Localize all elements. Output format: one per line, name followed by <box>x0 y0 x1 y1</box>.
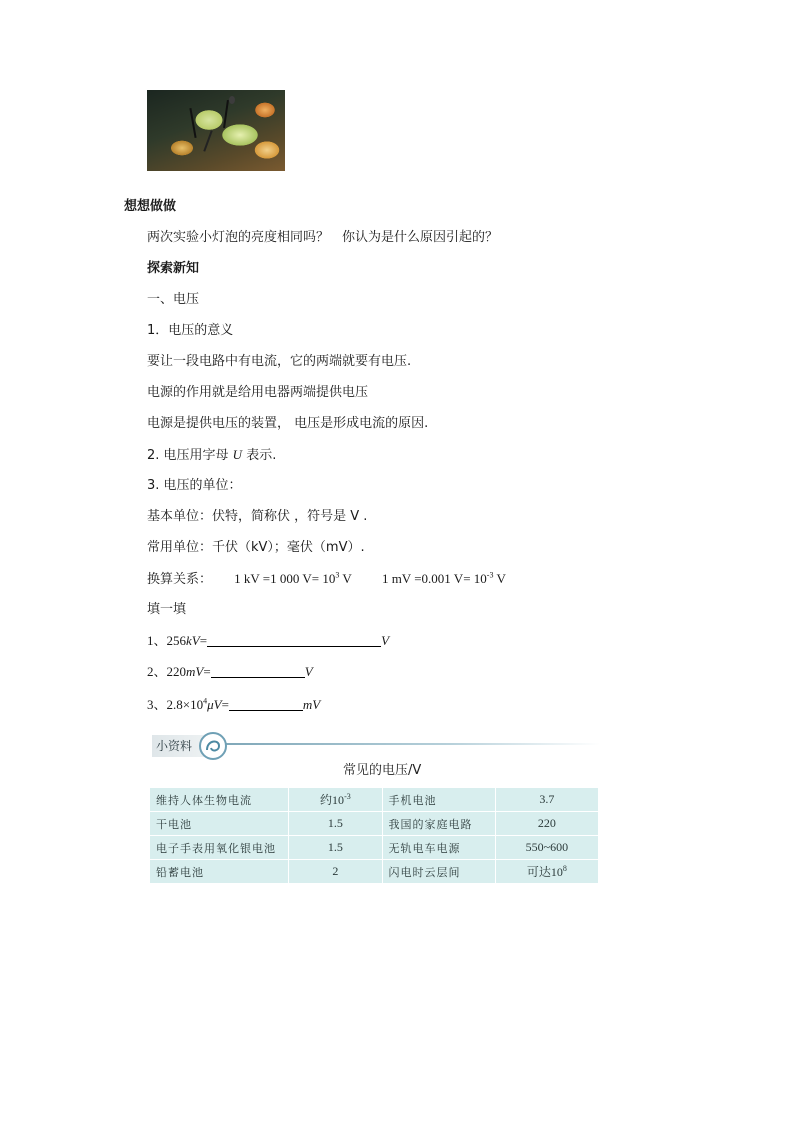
fruit-battery-photo <box>147 90 285 171</box>
conv2-post: V <box>493 571 506 586</box>
info-tag: 小资料 <box>152 735 210 757</box>
cell-voltage <box>495 812 598 836</box>
section-voltage: 一、电压 <box>147 292 200 307</box>
ex2-unit: mV <box>186 664 204 679</box>
ex1-unit: kV <box>186 633 200 648</box>
fill-heading: 填一填 <box>147 602 187 617</box>
cell-voltage <box>495 836 598 860</box>
question-text: 两次实验小灯泡的亮度相同吗？ 你认为是什么原因引起的？ <box>147 230 499 245</box>
cell-item-name: 无轨电车电源 <box>382 836 495 860</box>
cell-item-name: 维持人体生物电流 <box>150 788 289 812</box>
cell-item-name: 干电池 <box>150 812 289 836</box>
ex2-answer-blank[interactable] <box>211 665 305 678</box>
item-units: 3. 电压的单位： <box>147 478 242 493</box>
wire-decor <box>223 100 229 128</box>
item2-prefix: 2. 电压用字母 <box>147 448 233 463</box>
cell-item-name: 闪电时云层间 <box>382 860 495 884</box>
cell-voltage <box>289 812 382 836</box>
common-unit-line: 常用单位：千伏（kV）；毫伏（mV）. <box>147 540 365 555</box>
table-title: 常见的电压/V <box>343 763 422 778</box>
think-heading: 想想做做 <box>124 199 177 214</box>
voltage-table <box>149 787 599 884</box>
conv1-pre: 1 kV =1 000 V= 10 <box>234 571 336 586</box>
exercise-1 <box>147 633 389 649</box>
cell-voltage <box>289 788 382 812</box>
line-source-device: 电源是提供电压的装置， 电压是形成电流的原因. <box>147 416 429 431</box>
cell-voltage <box>495 788 598 812</box>
table-row <box>150 860 599 884</box>
conversion-line <box>147 571 506 588</box>
info-banner-line <box>222 743 600 745</box>
conv1-post: V <box>339 571 352 586</box>
ex3-answer-unit: mV <box>302 697 321 712</box>
voltage-value: 550~600 <box>525 840 569 854</box>
table-row <box>150 788 599 812</box>
voltage-value: 可达10 <box>526 865 563 879</box>
table-row <box>150 836 599 860</box>
conv-mv <box>382 571 506 586</box>
conv-kv <box>234 571 352 586</box>
ex2-eq: = <box>203 664 211 679</box>
voltage-exponent: 8 <box>562 864 567 873</box>
bulb-decor <box>229 96 235 104</box>
explore-heading: 探索新知 <box>147 261 200 276</box>
item2-suffix: 表示. <box>242 448 277 463</box>
line-source-role: 电源的作用就是给用电器两端提供电压 <box>147 385 369 400</box>
ex1-answer-unit: V <box>381 633 390 648</box>
ex3-exp: 4 <box>203 696 208 706</box>
cell-voltage <box>495 860 598 884</box>
voltage-value: 2 <box>332 864 339 878</box>
voltage-value: 220 <box>537 816 556 830</box>
voltage-value: 1.5 <box>327 816 343 830</box>
conv2-pre: 1 mV =0.001 V= 10 <box>381 571 487 586</box>
info-swirl-icon <box>198 731 228 761</box>
wire-decor <box>203 130 212 151</box>
ex3-eq: = <box>221 697 229 712</box>
voltage-value: 约10 <box>320 793 345 807</box>
cell-voltage <box>289 836 382 860</box>
cell-item-name: 我国的家庭电路 <box>382 812 495 836</box>
table-row <box>150 812 599 836</box>
base-unit-line: 基本单位：伏特，简称伏 ，符号是 V . <box>147 509 368 524</box>
ex3-pre: 3、2.8×10 <box>147 697 204 712</box>
cell-item-name: 手机电池 <box>382 788 495 812</box>
conv1-exp: 3 <box>335 570 340 580</box>
ex1-pre: 1、256 <box>147 633 187 648</box>
wire-decor <box>189 108 196 138</box>
exercise-3 <box>147 697 320 713</box>
ex1-answer-blank[interactable] <box>207 634 381 647</box>
cell-item-name: 铅蓄电池 <box>150 860 289 884</box>
item-meaning: 1．电压的意义 <box>147 323 234 338</box>
voltage-value: 1.5 <box>327 840 343 854</box>
cell-voltage <box>289 860 382 884</box>
ex3-unit: μV <box>207 697 222 712</box>
ex3-answer-blank[interactable] <box>229 698 303 711</box>
voltage-value: 3.7 <box>539 792 555 806</box>
ex2-answer-unit: V <box>304 664 313 679</box>
line-current-voltage: 要让一段电路中有电流，它的两端就要有电压. <box>147 354 412 369</box>
ex1-eq: = <box>199 633 208 648</box>
ex2-pre: 2、220 <box>147 664 187 679</box>
exercise-2 <box>147 664 313 680</box>
conv2-exp: -3 <box>486 570 494 580</box>
item-letter-u <box>147 447 276 464</box>
letter-u: U <box>232 447 243 462</box>
cell-item-name: 电子手表用氧化银电池 <box>150 836 289 860</box>
conv-label: 换算关系： <box>147 572 213 587</box>
voltage-exponent: -3 <box>344 792 351 801</box>
